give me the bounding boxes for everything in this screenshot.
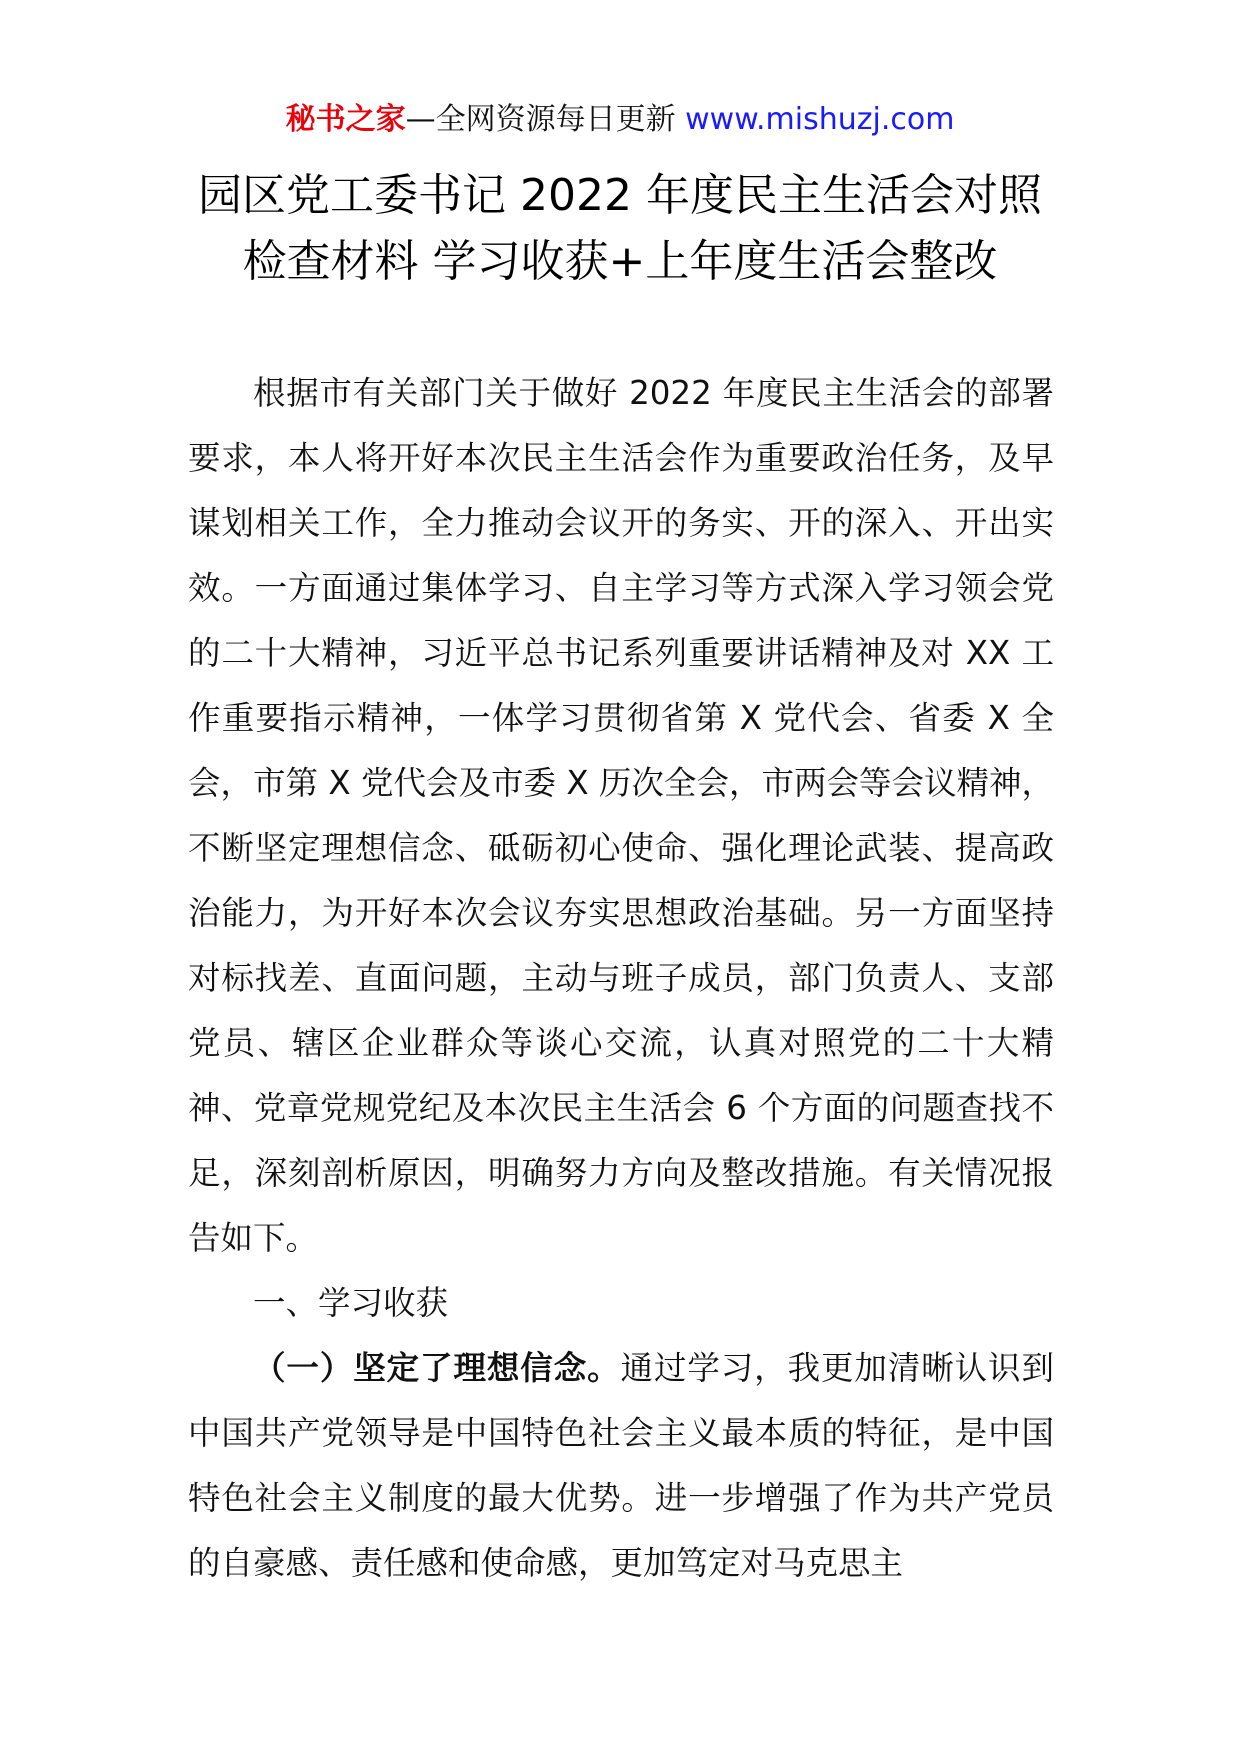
section-heading: 一、学习收获 <box>253 1284 449 1322</box>
site-url[interactable]: www.mishuzj.com <box>685 102 955 137</box>
site-tagline: —全网资源每日更新 <box>405 102 676 137</box>
document-title <box>0 163 1240 295</box>
subsection-heading: （一）坚定了理想信念。 <box>253 1349 621 1387</box>
title-line-1: 园区党工委书记 2022 年度民主生活会对照 <box>198 170 1042 221</box>
subsection-text: 通过学习，我更加清晰认识到中国共产党领导是中国特色社会主义最本质的特征，是中国特色社会主义制度的最大优势。进一步增强了作为共产党员的自豪感、责任感和使命感，更加笃定对马克思主 <box>188 1349 1054 1582</box>
document-body <box>188 361 1054 1596</box>
site-brand: 秘书之家 <box>285 102 406 137</box>
intro-paragraph: 根据市有关部门关于做好 2022 年度民主生活会的部署要求，本人将开好本次民主生活会作为重要政治任务，及早谋划相关工作，全力推动会议开的务实、开的深入、开出实效。一方面通过集体学习、自主学习等方式深入学习领会党的二十大精神，习近平总书记系列重要讲话精神及对 XX 工作重要指示精神，一体学习贯彻省第 X 党代会、省委 X 全会，市第 X 党代会及市委 X 历次全会，市两会等会议精神，不断坚定理想信念、砥砺初心使命、强化理论武装、提高政治能力，为开好本次会议夯实思想政治基础。另一方面坚持对标找差、直面问题，主动与班子成员，部门负责人、支部党员、辖区企业群众等谈心交流，认真对照党的二十大精神、党章党规党纪及本次民主生活会 6 个方面的问题查找不足，深刻剖析原因，明确努力方向及整改措施。有关情况报告如下。 <box>188 374 1054 1257</box>
title-line-2: 检查材料 学习收获+上年度生活会整改 <box>242 236 998 287</box>
site-header <box>0 100 1240 140</box>
subsection-paragraph <box>188 1336 1054 1596</box>
